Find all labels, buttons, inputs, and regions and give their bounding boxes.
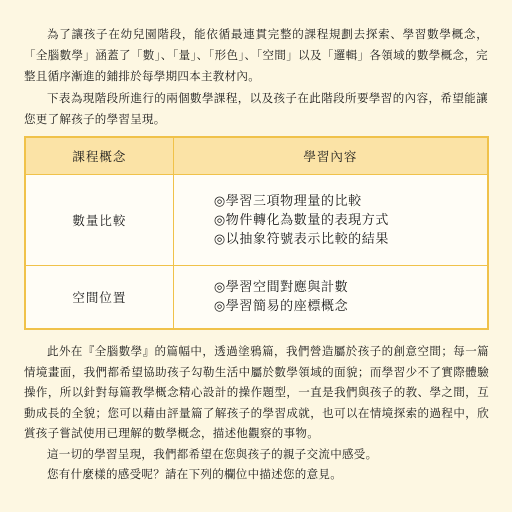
- concept-cell: 空間位置: [26, 266, 174, 329]
- header-content: 學習內容: [173, 138, 487, 175]
- content-item: ◎學習簡易的座標概念: [213, 299, 349, 315]
- curriculum-table: [24, 136, 489, 330]
- header-concept: 課程概念: [26, 138, 174, 175]
- content-cell: [173, 266, 487, 329]
- content-item: ◎以抽象符號表示比較的結果: [213, 231, 389, 247]
- closing-paragraph-2: 這一切的學習呈現，我們都希望在您與孩子的親子交流中感受。: [47, 446, 378, 461]
- intro-paragraph-1: 為了讓孩子在幼兒園階段，能依循最連貫完整的課程規劃去探索、學習數學概念，「全腦數學」涵蓋了「數」、「量」、「形色」、「空間」以及「邏輯」各領域的數學概念，完整且循序漸進的鋪排於每學期四本主教材內。: [24, 27, 488, 83]
- content-item: ◎物件轉化為數量的表現方式: [213, 212, 389, 228]
- closing-section: [24, 341, 489, 485]
- closing-paragraph-3: 您有什麼樣的感受呢？請在下列的欄位中描述您的意見。: [47, 467, 342, 481]
- content-item: ◎學習三項物理量的比較: [213, 193, 362, 209]
- content-item: ◎學習空間對應與計數: [213, 280, 349, 296]
- content-cell: [173, 175, 487, 266]
- table-row: [26, 175, 488, 266]
- closing-paragraph-1: 此外在『全腦數學』的篇幅中，透過塗鴉篇，我們營造屬於孩子的創意空間；每一篇情境畫面，我們都希望協助孩子勾勒生活中屬於數學領域的面貌；而學習少不了實際體驗操作，所以針對每篇教學概念精心設計的操作題型，一直是我們與孩子的教、學之間，互動成長的全貌；您可以藉由評量篇了解孩子的學習成就，也可以在情境探索的過程中，欣賞孩子嘗試使用已理解的數學概念，描述他觀察的事物。: [24, 344, 489, 440]
- table-row: [26, 266, 488, 329]
- concept-cell: 數量比較: [26, 175, 174, 266]
- intro-paragraph-2: 下表為現階段所進行的兩個數學課程，以及孩子在此階段所要學習的內容，希望能讓您更了解孩子的學習呈現。: [24, 91, 488, 126]
